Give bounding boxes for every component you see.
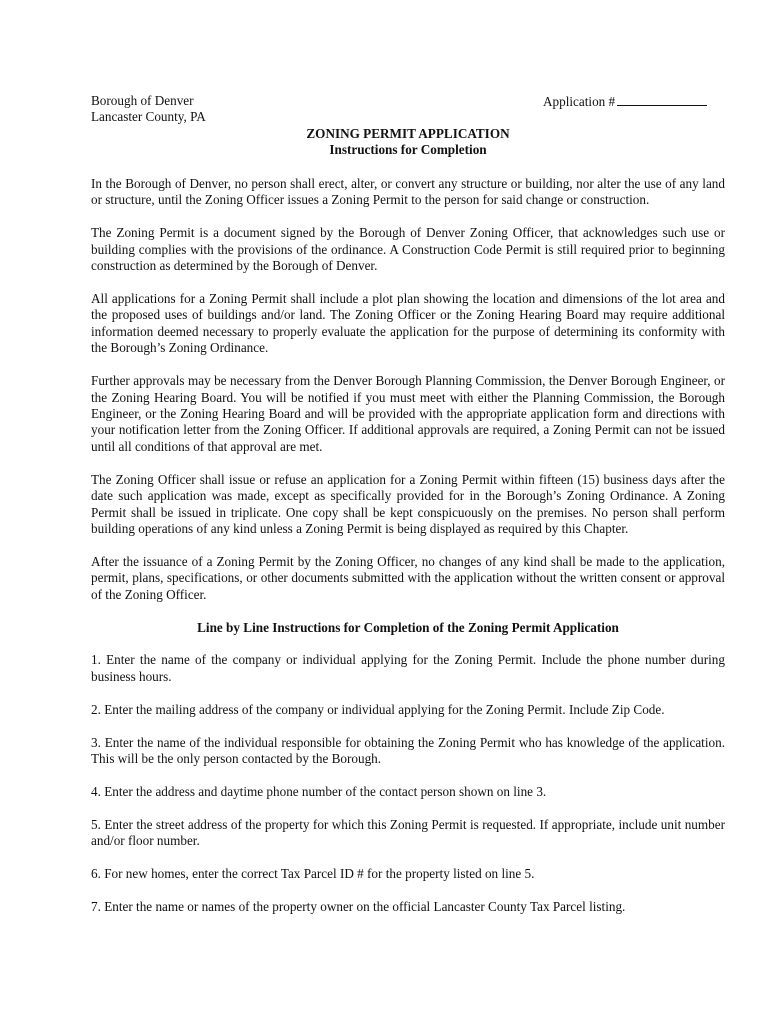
paragraph: The Zoning Officer shall issue or refuse an application for a Zoning Permit within fifteen (15) business days after the date such application was made, except as specifically provided for in the Borough’s Zoning Ordinance. A Zoning Permit shall be issued in triplicate. One copy shall be kept conspicuously on the premises. No person shall perform building operations of any kind unless a Zoning Permit is being displayed as required by this Chapter. [91,471,725,536]
application-number-blank [617,93,707,106]
borough-name: Borough of Denver [91,93,194,108]
title-block [91,126,725,159]
line-instructions-heading: Line by Line Instructions for Completion of the Zoning Permit Application [197,619,619,635]
page-title: ZONING PERMIT APPLICATION [306,126,510,141]
paragraph: The Zoning Permit is a document signed by the Borough of Denver Zoning Officer, that acknowledges such use or building complies with the provisions of the ordinance. A Construction Code Permit is still required prior to beginning construction as determined by the Borough of Denver. [91,225,725,274]
instruction-item: 2. Enter the mailing address of the company or individual applying for the Zoning Permit. Include Zip Code. [91,701,665,717]
instruction-item: 1. Enter the name of the company or individual applying for the Zoning Permit. Include the phone number during business hours. [91,652,725,684]
instruction-item: 6. For new homes, enter the correct Tax Parcel ID # for the property listed on line 5. [91,866,535,882]
paragraph: After the issuance of a Zoning Permit by the Zoning Officer, no changes of any kind shall be made to the application, permit, plans, specifications, or other documents submitted with the application without the written consent or approval of the Zoning Officer. [91,553,725,602]
issuer-block [91,93,391,126]
paragraph: All applications for a Zoning Permit shall include a plot plan showing the location and dimensions of the lot area and the proposed uses of buildings and/or land. The Zoning Officer or the Zoning Hearing Board may require additional information deemed necessary to properly evaluate the application for the purpose of determining its conformity with the Borough’s Zoning Ordinance. [91,291,725,356]
paragraph: Further approvals may be necessary from the Denver Borough Planning Commission, the Denver Borough Engineer, or the Zoning Hearing Board. You will be notified if you must meet with either the Planning Commission, the Borough Engineer, or the Zoning Hearing Board and will be provided with the appropriate application form and directions with your notification letter from the Zoning Officer. If additional approvals are required, a Zoning Permit can not be issued until all conditions of that approval are met. [91,373,725,454]
county-name: Lancaster County, PA [91,109,206,125]
page-subtitle: Instructions for Completion [329,142,487,158]
paragraph: In the Borough of Denver, no person shall erect, alter, or convert any structure or building, nor alter the use of any land or structure, until the Zoning Officer issues a Zoning Permit to the person for said change or construction. [91,176,725,208]
instruction-item: 4. Enter the address and daytime phone number of the contact person shown on line 3. [91,783,547,799]
instruction-item: 3. Enter the name of the individual responsible for obtaining the Zoning Permit who has knowledge of the application. This will be the only person contacted by the Borough. [91,734,725,767]
application-number-field [543,93,707,110]
application-number-label: Application # [543,94,616,109]
document-body [91,176,725,932]
instruction-item: 5. Enter the street address of the property for which this Zoning Permit is requested. If appropriate, include unit number and/or floor number. [91,816,725,849]
instruction-item: 7. Enter the name or names of the property owner on the official Lancaster County Tax Parcel listing. [91,899,626,915]
